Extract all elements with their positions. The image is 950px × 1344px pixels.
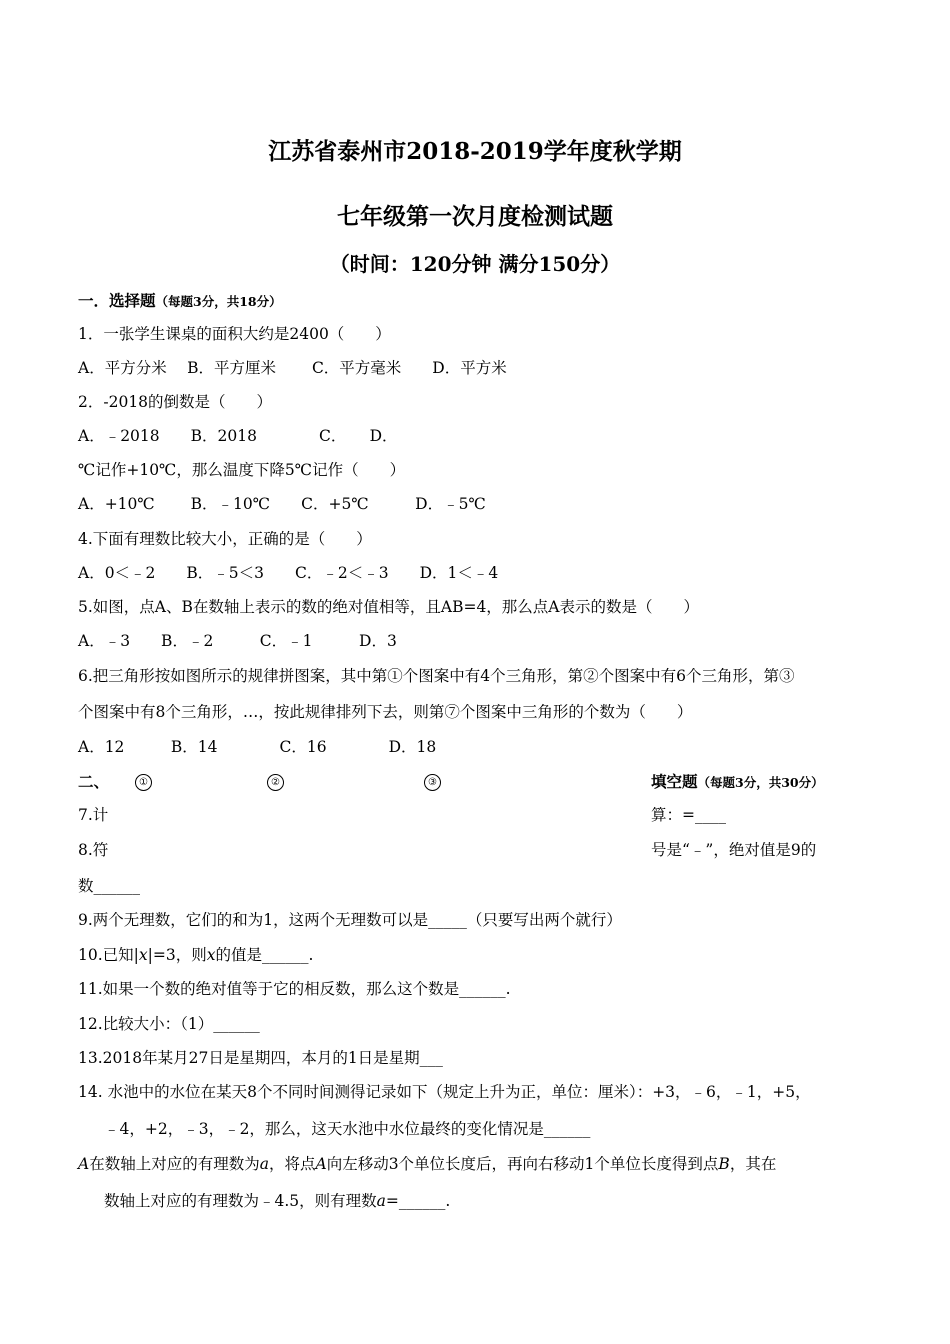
question-15-point-a: A (78, 1155, 90, 1173)
section-2-prefix: 二、 (78, 772, 110, 791)
exam-title: 江苏省泰州市2018-2019学年度秋学期 (268, 138, 682, 165)
section-2-title: 填空题 (651, 772, 698, 791)
question-8-right: 号是“﹣”，绝对值是9的 (651, 841, 817, 859)
question-15-text-5: 数轴上对应的有理数为﹣4.5，则有理数 (104, 1192, 377, 1210)
question-14-line-1: 14. 水池中的水位在某天8个不同时间测得记录如下（规定上升为正，单位：厘米）：+3，﹣6，﹣1，+5， (78, 1083, 811, 1101)
question-5: 5.如图，点A、B在数轴上表示的数的绝对值相等，且AB=4，那么点A表示的数是（ ） (78, 598, 700, 616)
question-15-text-3: 向左移动3个单位长度后，再向右移动1个单位长度得到点 (326, 1155, 719, 1173)
question-3-options: A．+10℃ B．﹣10℃ C．+5℃ D．﹣5℃ (78, 495, 486, 513)
question-15-point-b: B (718, 1155, 730, 1173)
figure-label-2: ② (267, 774, 284, 791)
question-2: 2．-2018的倒数是（ ） (78, 393, 273, 411)
question-6-options: A．12 B．14 C．16 D．18 (78, 738, 437, 756)
figure-label-1: ① (135, 774, 152, 791)
question-4-options: A．0＜﹣2 B．﹣5＜3 C．﹣2＜﹣3 D．1＜﹣4 (78, 564, 499, 582)
question-12: 12.比较大小：（1）______ (78, 1015, 260, 1033)
question-10-part-2: |=3，则 (147, 946, 207, 964)
exam-time-info: （时间：120分钟 满分150分） (329, 252, 621, 276)
question-3: ℃记作+10℃，那么温度下降5℃记作（ ） (78, 461, 406, 479)
question-15-text-1: 在数轴上对应的有理数为 (89, 1155, 260, 1173)
question-1: 1．一张学生课桌的面积大约是2400（ ） (78, 325, 391, 343)
figure-label-3: ③ (424, 774, 441, 791)
question-5-options: A．﹣3 B．﹣2 C．﹣1 D．3 (78, 632, 397, 650)
question-8-continued: 数______ (78, 877, 141, 895)
question-7-left: 7.计 (78, 806, 109, 824)
question-8-left: 8.符 (78, 841, 109, 859)
question-14-line-2: ﹣4，+2，﹣3，﹣2，那么，这天水池中水位最终的变化情况是______ (104, 1120, 591, 1138)
section-2-note: （每题3分，共30分） (697, 775, 824, 790)
question-2-options: A．﹣2018 B．2018 C． D． (78, 427, 398, 445)
question-1-options: A．平方分米 B．平方厘米 C．平方毫米 D．平方米 (78, 359, 507, 377)
question-15-text-6: =______. (385, 1192, 451, 1210)
question-15-point-a-2: A (315, 1155, 327, 1173)
question-6-line-1: 6.把三角形按如图所示的规律拼图案，其中第①个图案中有4个三角形，第②个图案中有6个三角形，第③ (78, 667, 795, 685)
question-15-text-4: ，其在 (729, 1155, 777, 1173)
question-15-var-a-2: a (376, 1192, 386, 1210)
question-11: 11.如果一个数的绝对值等于它的相反数，那么这个数是______. (78, 980, 511, 998)
section-1-heading (78, 291, 282, 312)
question-10-part-3: 的值是______. (215, 946, 314, 964)
question-15-text-2: ，将点 (268, 1155, 316, 1173)
question-15-var-a: a (259, 1155, 269, 1173)
section-1-title: 一．选择题 (78, 291, 156, 310)
question-15-line-2 (104, 1191, 450, 1211)
question-6-line-2: 个图案中有8个三角形，…，按此规律排列下去，则第⑦个图案中三角形的个数为（ ） (78, 703, 693, 721)
question-4: 4.下面有理数比较大小，正确的是（ ） (78, 530, 372, 548)
question-7-right: 算：=____ (651, 806, 726, 824)
section-2-heading (651, 772, 824, 793)
section-1-note: （每题3分，共18分） (155, 294, 282, 309)
question-10-part-1: 10.已知| (78, 946, 139, 964)
question-10 (78, 945, 313, 965)
question-9: 9.两个无理数，它们的和为1，这两个无理数可以是_____（只要写出两个就行） (78, 911, 622, 929)
exam-subtitle: 七年级第一次月度检测试题 (337, 203, 613, 230)
question-13: 13.2018年某月27日是星期四，本月的1日是星期___ (78, 1049, 443, 1067)
question-15-line-1 (78, 1154, 776, 1174)
question-10-var-2: x (206, 946, 216, 964)
question-10-var-1: x (138, 946, 148, 964)
